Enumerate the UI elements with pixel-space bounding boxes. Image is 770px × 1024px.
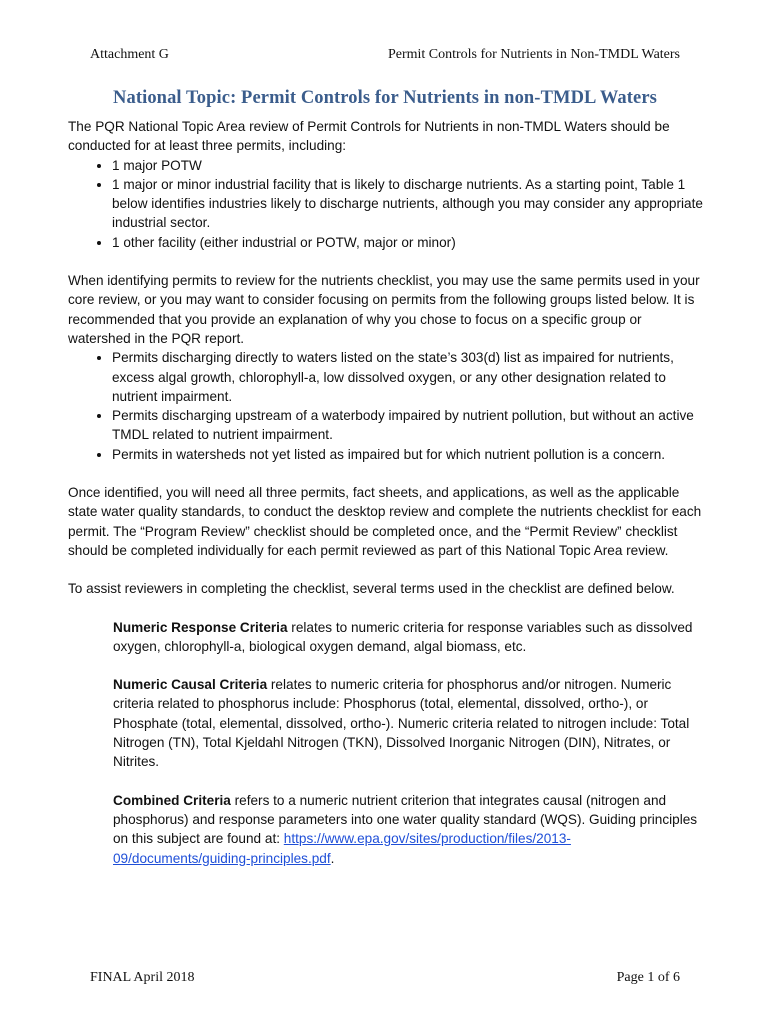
identifying-paragraph: When identifying permits to review for the nutrients checklist, you may use the same permits used in your core review, or you may want to consider focusing on permits from the following groups listed below. It is recommended that you provide an explanation of why you chose to focus on a specific group or watershed in the PQR report.	[68, 273, 700, 346]
header-right: Permit Controls for Nutrients in Non-TMDL Waters	[387, 47, 680, 62]
list-item: • Permits discharging upstream of a waterbody impaired by nutrient pollution, but without an active TMDL related to nutrient impairment.	[112, 406, 708, 445]
definition-response	[68, 618, 708, 657]
definition-causal	[68, 675, 708, 771]
guiding-principles-link[interactable]: https://www.epa.gov/sites/production/files/2013-09/documents/guiding-principles.pdf	[113, 831, 571, 866]
assist-paragraph: To assist reviewers in completing the checklist, several terms used in the checklist are defined below.	[68, 581, 675, 597]
definition-combined	[68, 791, 708, 868]
document-body	[68, 117, 708, 868]
term-combined: Combined Criteria	[113, 792, 231, 808]
once-identified-paragraph: Once identified, you will need all three permits, fact sheets, and applications, as well as the applicable state water quality standards, to conduct the desktop review and complete the nutrients checklist for each permit. The “Program Review” checklist should be completed once, and the “Permit Review” checklist should be completed individually for each permit reviewed as part of this National Topic Area review.	[68, 485, 702, 558]
term-response: Numeric Response Criteria	[113, 619, 288, 635]
header-left: Attachment G	[90, 47, 169, 62]
definition-end: .	[330, 850, 335, 866]
definition-text: refers to a numeric nutrient criterion that integrates causal (nitrogen and phosphorus) and response parameters into one water quality standard (WQS). Guiding principles on this subject are found at:	[113, 792, 698, 847]
page-header	[90, 47, 680, 63]
term-causal: Numeric Causal Criteria	[113, 677, 268, 693]
footer-left: FINAL April 2018	[90, 970, 195, 985]
list-item: • 1 major POTW	[112, 156, 708, 175]
definition-text: relates to numeric criteria for response variables such as dissolved oxygen, chlorophyll-a, biological oxygen demand, algal biomass, etc.	[113, 619, 693, 654]
intro-paragraph: The PQR National Topic Area review of Permit Controls for Nutrients in non-TMDL Waters should be conducted for at least three permits, including:	[68, 119, 670, 154]
page-title: National Topic: Permit Controls for Nutrients in non-TMDL Waters	[113, 88, 657, 108]
page-footer	[90, 970, 680, 986]
group-list	[68, 348, 708, 464]
definition-text: relates to numeric criteria for phosphorus and/or nitrogen. Numeric criteria related to phosphorus include: Phosphorus (total, elemental, dissolved, ortho-), or Phosphate (total, elemental, dissolved, ortho-). Numeric criteria related to nitrogen include: Total Nitrogen (TN), Total Kjeldahl Nitrogen (TKN), Dissolved Inorganic Nitrogen (DIN), Nitrates, or Nitrites.	[113, 677, 690, 770]
list-item: • Permits discharging directly to waters listed on the state’s 303(d) list as impaired for nutrients, excess algal growth, chlorophyll-a, low dissolved oxygen, or any other designation related to nutrient impairment.	[112, 348, 708, 406]
footer-right: Page 1 of 6	[616, 970, 680, 985]
list-item: • 1 other facility (either industrial or POTW, major or minor)	[112, 233, 708, 252]
list-item: • 1 major or minor industrial facility that is likely to discharge nutrients. As a starting point, Table 1 below identifies industries likely to discharge nutrients, although you may consider any appropriate industrial sector.	[112, 175, 708, 233]
list-item: • Permits in watersheds not yet listed as impaired but for which nutrient pollution is a concern.	[112, 445, 708, 464]
permit-list	[68, 156, 708, 252]
